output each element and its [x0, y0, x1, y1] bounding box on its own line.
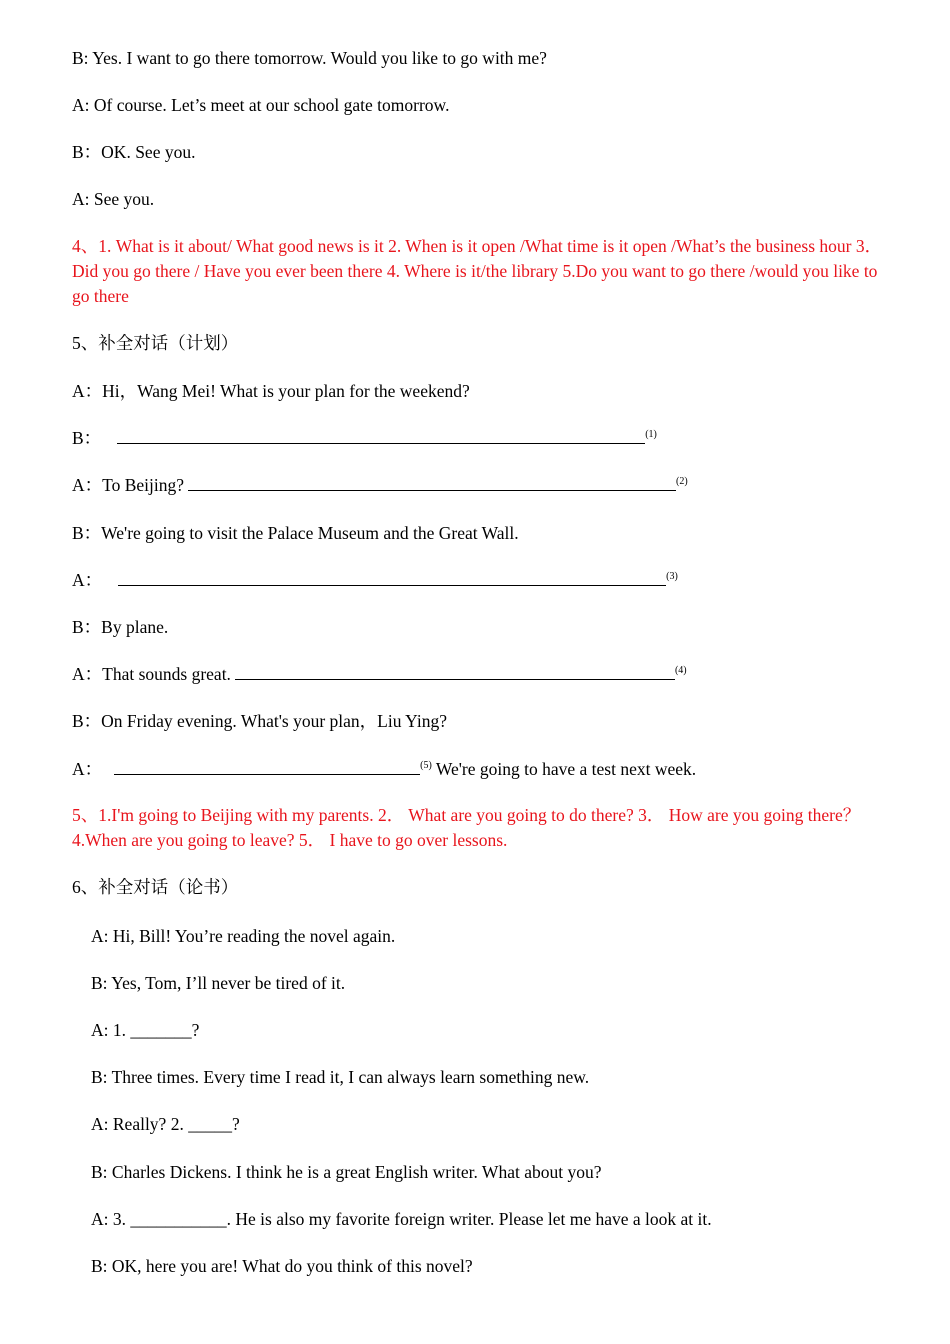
- speaker-label: B：: [72, 428, 102, 448]
- section5-line-8: B：On Friday evening. What's your plan，Liu Ying?: [72, 711, 447, 731]
- blank-number: (3): [666, 571, 678, 582]
- section6-line-1: A: Hi, Bill! You’re reading the novel again.: [91, 926, 396, 946]
- speaker-label: A：: [72, 570, 103, 590]
- dialog4-line-4: A: See you.: [72, 189, 155, 209]
- speaker-text: A：That sounds great.: [72, 664, 231, 684]
- dialog4-line-1: B: Yes. I want to go there tomorrow. Would you like to go with me?: [72, 48, 547, 68]
- section-6-heading: 6、补全对话（论书）: [72, 877, 239, 897]
- section6-line-2: B: Yes, Tom, I’ll never be tired of it.: [91, 973, 346, 993]
- blank-number: (2): [676, 476, 688, 487]
- section5-line-9: [72, 758, 696, 780]
- answer-key-5: 5、1.I'm going to Beijing with my parents. 2． What are you going to do there? 3． How are you going there？ 4.When are you going to leave? 5． I have to go over lessons.: [72, 805, 861, 850]
- answer-blank[interactable]: [188, 474, 676, 491]
- section5-line-4: B：We're going to visit the Palace Museum and the Great Wall.: [72, 523, 519, 543]
- section6-line-4: B: Three times. Every time I read it, I can always learn something new.: [91, 1067, 590, 1087]
- section6-line-6: B: Charles Dickens. I think he is a great English writer. What about you?: [91, 1162, 602, 1182]
- blank-number: (1): [645, 429, 657, 440]
- answer-key-4: 4、1. What is it about/ What good news is it 2. When is it open /What time is it open /What’s the business hour 3．Did you go there / Have you ever been there 4. Where is it/the library 5.Do you want to go there /would you like to go there: [72, 236, 883, 306]
- section5-line-7: [72, 663, 687, 685]
- section6-line-3: A: 1. _______?: [91, 1020, 200, 1040]
- blank-number: (4): [674, 665, 687, 676]
- answer-blank[interactable]: [118, 569, 666, 586]
- section5-line-2: [72, 427, 657, 449]
- speaker-text: We're going to have a test next week.: [435, 759, 697, 779]
- blank-number: (5): [420, 760, 432, 771]
- dialog4-line-3: B：OK. See you.: [72, 142, 196, 162]
- section5-line-1: A：Hi，Wang Mei! What is your plan for the weekend?: [72, 381, 470, 401]
- section6-line-5: A: Really? 2. _____?: [91, 1114, 240, 1134]
- section6-line-8: B: OK, here you are! What do you think of this novel?: [91, 1256, 473, 1276]
- section6-line-7: A: 3. ___________. He is also my favorite foreign writer. Please let me have a look at it.: [91, 1209, 712, 1229]
- answer-blank[interactable]: [117, 427, 645, 444]
- section5-line-3: [72, 474, 688, 496]
- answer-blank[interactable]: [235, 663, 675, 680]
- speaker-text: A：To Beijing?: [72, 475, 185, 495]
- section-5-heading: 5、补全对话（计划）: [72, 333, 239, 353]
- section5-line-5: [72, 569, 678, 591]
- dialog4-line-2: A: Of course. Let’s meet at our school gate tomorrow.: [72, 95, 450, 115]
- answer-blank[interactable]: [114, 758, 420, 775]
- speaker-label: A：: [72, 759, 103, 779]
- section5-line-6: B：By plane.: [72, 617, 169, 637]
